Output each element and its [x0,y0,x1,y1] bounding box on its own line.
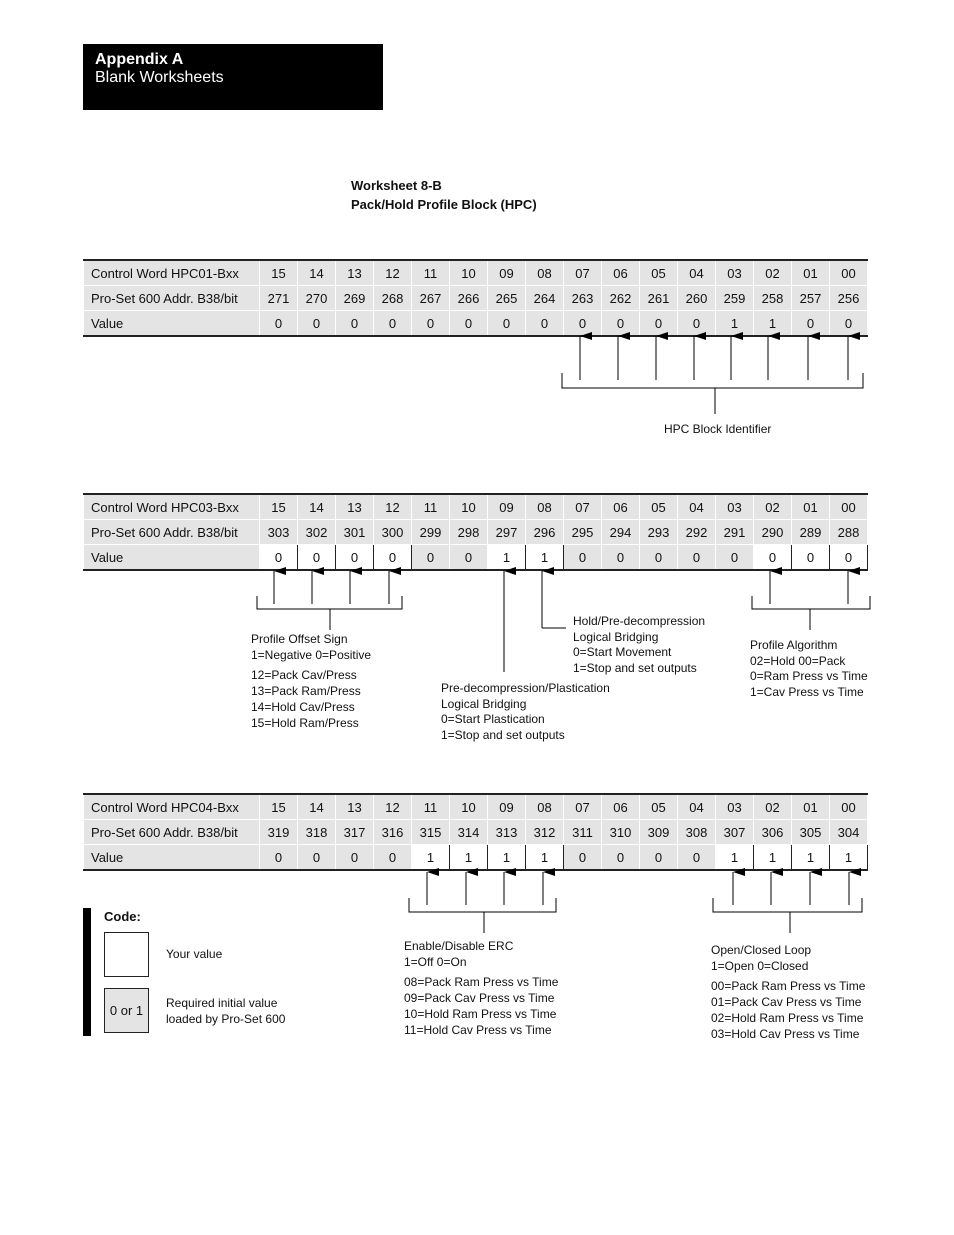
value-cell: 0 [640,311,678,337]
open-closed-l00: 00=Pack Ram Press vs Time [711,979,866,994]
bit-number-cell: 11 [412,260,450,286]
value-cell: 0 [374,845,412,871]
profile-algorithm-title: Profile Algorithm [750,638,838,652]
address-cell: 264 [526,286,564,311]
required-value-swatch: 0 or 1 [104,988,149,1033]
bit-number-cell: 03 [716,260,754,286]
address-cell: 314 [450,820,488,845]
address-cell: 319 [260,820,298,845]
value-cell: 0 [336,311,374,337]
bit-number-cell: 13 [336,260,374,286]
bit-number-cell: 07 [564,494,602,520]
address-cell: 293 [640,520,678,545]
bit-number-cell: 04 [678,494,716,520]
value-cell: 0 [602,311,640,337]
value-cell: 0 [602,545,640,571]
bit-number-cell: 04 [678,794,716,820]
value-cell: 0 [374,311,412,337]
value-cell[interactable]: 0 [830,545,868,571]
bit-number-cell: 11 [412,794,450,820]
hold-predecomp-line2: 0=Start Movement [573,645,672,660]
value-cell[interactable]: 1 [830,845,868,871]
enable-erc-title: Enable/Disable ERC [404,939,514,953]
bit-number-cell: 08 [526,260,564,286]
address-cell: 303 [260,520,298,545]
value-cell: 0 [298,311,336,337]
bit-number-cell: 00 [830,260,868,286]
value-cell: 0 [298,845,336,871]
profile-algorithm-line1: 02=Hold 00=Pack [750,653,846,668]
value-cell: 0 [830,311,868,337]
bit-number-cell: 15 [260,494,298,520]
enable-erc-line1: 1=Off 0=On [404,954,467,969]
address-cell: 291 [716,520,754,545]
address-cell: 311 [564,820,602,845]
value-cell[interactable]: 1 [488,545,526,571]
bit-number-cell: 04 [678,260,716,286]
address-cell: 308 [678,820,716,845]
bit-number-cell: 15 [260,260,298,286]
profile-offset-l14: 14=Hold Cav/Press [251,699,355,714]
address-cell: 298 [450,520,488,545]
open-closed-note [711,943,865,1042]
row-label-value: Value [84,845,260,871]
value-cell[interactable]: 1 [450,845,488,871]
code-legend-bar [83,908,91,1036]
profile-offset-note [251,632,371,731]
bit-number-cell: 02 [754,260,792,286]
address-cell: 265 [488,286,526,311]
row-label-bit-number: Control Word HPC04-Bxx [84,794,260,820]
address-cell: 260 [678,286,716,311]
value-cell[interactable]: 0 [336,545,374,571]
bit-number-cell: 12 [374,794,412,820]
value-cell: 0 [792,311,830,337]
address-cell: 288 [830,520,868,545]
open-closed-l02: 02=Hold Ram Press vs Time [711,1010,864,1025]
predecomp-plast-title: Pre-decompression/Plastication [441,681,610,695]
address-cell: 271 [260,286,298,311]
value-cell: 0 [678,311,716,337]
bit-number-cell: 09 [488,260,526,286]
address-cell: 270 [298,286,336,311]
row-label-bit-number: Control Word HPC03-Bxx [84,494,260,520]
bit-number-cell: 00 [830,794,868,820]
value-cell: 0 [640,545,678,571]
address-cell: 295 [564,520,602,545]
hpc-block-identifier-label: HPC Block Identifier [664,422,772,436]
address-cell: 268 [374,286,412,311]
value-cell: 0 [640,845,678,871]
profile-offset-l12: 12=Pack Cav/Press [251,668,357,683]
value-cell: 1 [754,311,792,337]
bit-number-cell: 07 [564,260,602,286]
required-value-line2: loaded by Pro-Set 600 [166,1011,286,1026]
enable-erc-l09: 09=Pack Cav Press vs Time [404,991,555,1006]
address-cell: 289 [792,520,830,545]
value-cell: 0 [678,845,716,871]
hpc01-arrows [562,336,863,414]
predecomp-plast-line2: 0=Start Plastication [441,712,545,727]
address-cell: 294 [602,520,640,545]
bit-number-cell: 02 [754,494,792,520]
open-closed-l01: 01=Pack Cav Press vs Time [711,995,862,1010]
bit-number-cell: 12 [374,494,412,520]
value-cell: 0 [450,545,488,571]
value-cell: 0 [412,545,450,571]
bit-number-cell: 06 [602,494,640,520]
profile-offset-line1: 1=Negative 0=Positive [251,647,372,662]
worksheet-title: Worksheet 8-B [351,178,442,193]
profile-offset-l13: 13=Pack Ram/Press [251,684,361,699]
profile-algorithm-line3: 1=Cav Press vs Time [750,685,864,700]
address-cell: 297 [488,520,526,545]
hold-predecomp-title: Hold/Pre-decompression [573,614,706,628]
bit-number-cell: 01 [792,794,830,820]
enable-erc-l10: 10=Hold Ram Press vs Time [404,1006,557,1021]
address-cell: 292 [678,520,716,545]
address-cell: 290 [754,520,792,545]
predecomp-plast-note [441,681,610,744]
open-closed-l03: 03=Hold Cav Press vs Time [711,1026,860,1041]
value-cell[interactable]: 0 [754,545,792,571]
code-legend-title: Code: [104,909,141,924]
your-value-label: Your value [166,947,223,961]
bit-number-cell: 12 [374,260,412,286]
address-cell: 269 [336,286,374,311]
address-cell: 317 [336,820,374,845]
address-cell: 258 [754,286,792,311]
bit-number-cell: 09 [488,494,526,520]
value-cell: 0 [564,845,602,871]
hpc04-arrows [409,872,862,933]
hold-predecomp-note [573,614,705,677]
value-cell[interactable]: 1 [488,845,526,871]
address-cell: 310 [602,820,640,845]
value-cell: 0 [564,545,602,571]
profile-algorithm-note [750,638,868,701]
bit-number-cell: 07 [564,794,602,820]
bit-number-cell: 01 [792,494,830,520]
bit-number-cell: 00 [830,494,868,520]
address-cell: 306 [754,820,792,845]
address-cell: 312 [526,820,564,845]
address-cell: 315 [412,820,450,845]
bit-number-cell: 02 [754,794,792,820]
value-cell: 0 [678,545,716,571]
value-cell: 0 [336,845,374,871]
value-cell: 0 [488,311,526,337]
row-label-address: Pro-Set 600 Addr. B38/bit [84,520,260,545]
worksheet-subtitle: Pack/Hold Profile Block (HPC) [351,197,537,212]
section-label: Blank Worksheets [95,69,224,86]
address-cell: 261 [640,286,678,311]
address-cell: 299 [412,520,450,545]
address-cell: 301 [336,520,374,545]
value-cell: 0 [526,311,564,337]
appendix-label: Appendix A [95,51,184,68]
bit-number-cell: 10 [450,494,488,520]
bit-number-cell: 06 [602,260,640,286]
value-cell: 0 [564,311,602,337]
open-closed-line1: 1=Open 0=Closed [711,958,809,973]
address-cell: 296 [526,520,564,545]
bit-number-cell: 08 [526,494,564,520]
bit-number-cell: 14 [298,494,336,520]
value-cell: 0 [602,845,640,871]
value-cell: 0 [260,311,298,337]
predecomp-plast-line3: 1=Stop and set outputs [441,728,565,743]
predecomp-plast-line1: Logical Bridging [441,696,527,711]
value-cell: 0 [450,311,488,337]
address-cell: 316 [374,820,412,845]
bit-number-cell: 03 [716,794,754,820]
bit-number-cell: 13 [336,794,374,820]
profile-offset-title: Profile Offset Sign [251,632,348,646]
enable-erc-l08: 08=Pack Ram Press vs Time [404,975,559,990]
hold-predecomp-line3: 1=Stop and set outputs [573,661,697,676]
bit-number-cell: 15 [260,794,298,820]
address-cell: 307 [716,820,754,845]
hpc-block-identifier-note [664,422,771,438]
address-cell: 259 [716,286,754,311]
value-cell[interactable]: 1 [412,845,450,871]
bit-number-cell: 05 [640,794,678,820]
address-cell: 304 [830,820,868,845]
profile-algorithm-line2: 0=Ram Press vs Time [750,669,868,684]
row-label-address: Pro-Set 600 Addr. B38/bit [84,286,260,311]
value-cell[interactable]: 1 [526,845,564,871]
bit-number-cell: 10 [450,260,488,286]
value-cell[interactable]: 0 [374,545,412,571]
required-value-line1: Required initial value [166,996,278,1010]
value-cell[interactable]: 1 [792,845,830,871]
bit-number-cell: 14 [298,794,336,820]
address-cell: 309 [640,820,678,845]
row-label-address: Pro-Set 600 Addr. B38/bit [84,820,260,845]
hold-predecomp-line1: Logical Bridging [573,629,659,644]
address-cell: 267 [412,286,450,311]
value-cell[interactable]: 1 [754,845,792,871]
address-cell: 257 [792,286,830,311]
address-cell: 318 [298,820,336,845]
bit-number-cell: 11 [412,494,450,520]
value-cell[interactable]: 1 [716,845,754,871]
bit-number-cell: 09 [488,794,526,820]
required-value-label [166,996,285,1027]
address-cell: 263 [564,286,602,311]
value-cell: 0 [716,545,754,571]
bit-number-cell: 05 [640,494,678,520]
bit-number-cell: 08 [526,794,564,820]
profile-offset-l15: 15=Hold Ram/Press [251,715,359,730]
address-cell: 262 [602,286,640,311]
bit-number-cell: 01 [792,260,830,286]
address-cell: 313 [488,820,526,845]
enable-erc-note [404,939,558,1038]
bit-number-cell: 13 [336,494,374,520]
value-cell: 0 [260,845,298,871]
address-cell: 300 [374,520,412,545]
value-cell: 0 [412,311,450,337]
address-cell: 266 [450,286,488,311]
value-cell: 1 [716,311,754,337]
value-cell[interactable]: 0 [260,545,298,571]
open-closed-title: Open/Closed Loop [711,943,812,957]
address-cell: 305 [792,820,830,845]
value-cell[interactable]: 1 [526,545,564,571]
your-value-swatch [104,932,149,977]
row-label-bit-number: Control Word HPC01-Bxx [84,260,260,286]
row-label-value: Value [84,311,260,337]
bit-number-cell: 10 [450,794,488,820]
bit-number-cell: 06 [602,794,640,820]
bit-number-cell: 03 [716,494,754,520]
value-cell[interactable]: 0 [792,545,830,571]
address-cell: 256 [830,286,868,311]
address-cell: 302 [298,520,336,545]
bit-number-cell: 14 [298,260,336,286]
enable-erc-l11: 11=Hold Cav Press vs Time [404,1022,552,1037]
row-label-value: Value [84,545,260,571]
bit-number-cell: 05 [640,260,678,286]
value-cell[interactable]: 0 [298,545,336,571]
